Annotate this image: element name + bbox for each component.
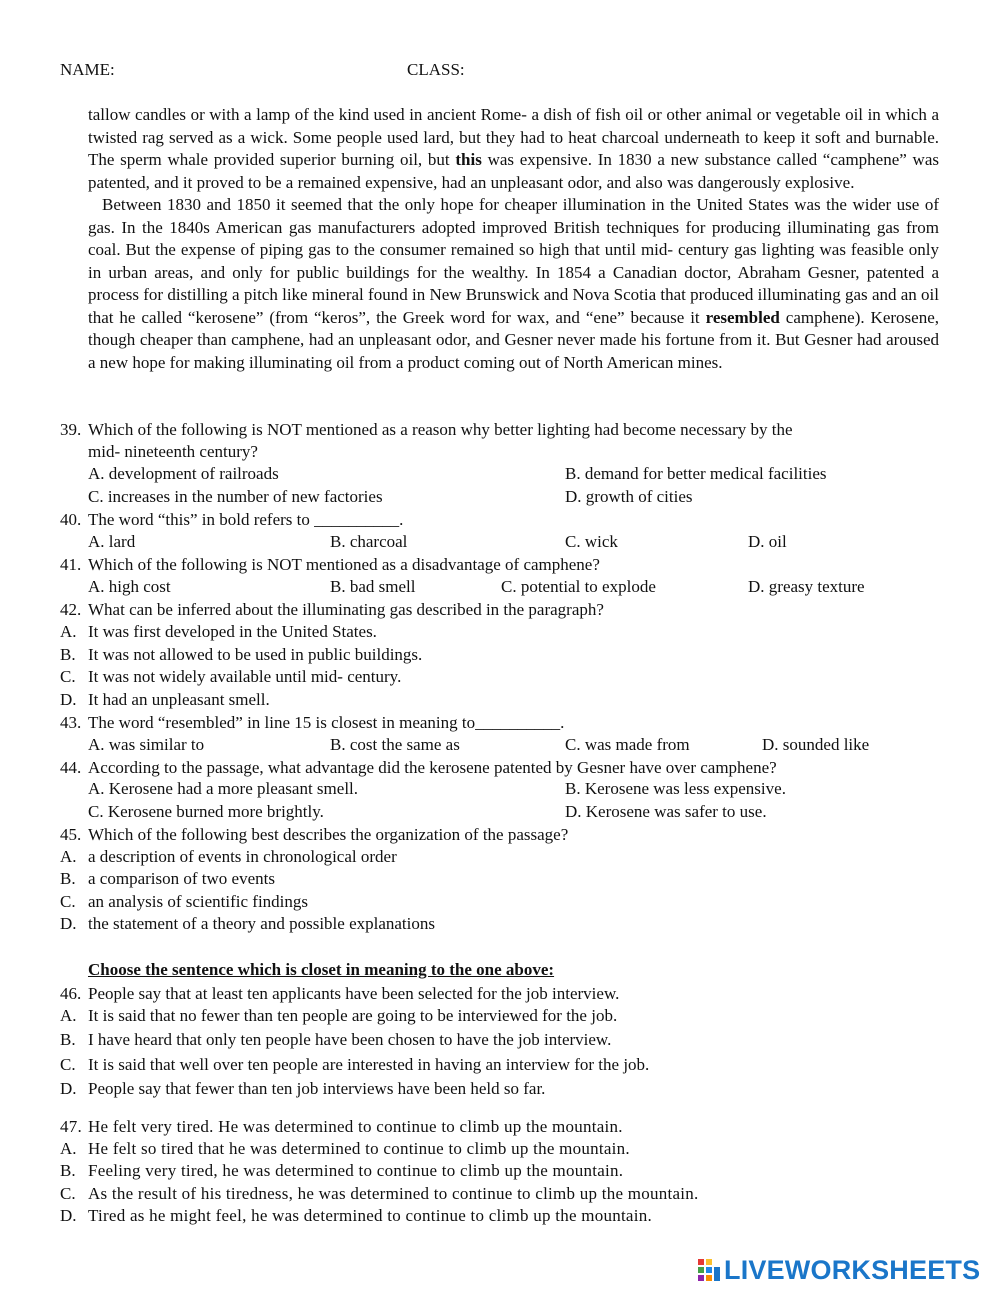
question-text: People say that at least ten applicants have been selected for the job interview.: [88, 984, 620, 1003]
option-a[interactable]: A. development of railroads: [88, 464, 279, 483]
passage-text: Between 1830 and 1850 it seemed that the only hope for cheaper illumination in the United States was the wider use of gas. In the 1840s American gas manufacturers adopted improved British techniques for producing illuminating gas from coal. But the expense of piping gas to the consumer remained so high that until mid- century gas lighting was feasible only in urban areas, and only for public buildings for the wealthy. In 1854 a Canadian doctor, Abraham Gesner, patented a process for distilling a pitch like mineral found in New Brunswick and Nova Scotia that produced illuminating gas and an oil that he called “kerosene” (from “keros”, the Greek word for wax, and “ene” because it: [88, 195, 939, 327]
section-heading: Choose the sentence which is closet in meaning to the one above:: [88, 960, 555, 979]
option-a[interactable]: A. high cost: [88, 577, 171, 596]
question-number: 41.: [60, 555, 82, 574]
class-label: CLASS:: [407, 60, 465, 79]
option-d[interactable]: People say that fewer than ten job interviews have been held so far.: [88, 1079, 546, 1098]
question-number: 44.: [60, 758, 82, 777]
option-b[interactable]: B. cost the same as: [330, 735, 460, 754]
option-b-letter: B.: [60, 1030, 76, 1049]
option-a[interactable]: It was first developed in the United States.: [88, 622, 377, 641]
passage-text: camphene). Kerosene, though cheaper than camphene, had an unpleasant odor, and Gesner never made his fortune from it. But Gesner had aroused a new hope for making illuminating oil from a product coming out of North American mines.: [88, 307, 939, 372]
option-c-letter: C.: [60, 1184, 76, 1203]
option-a[interactable]: a description of events in chronological order: [88, 847, 397, 866]
option-d[interactable]: the statement of a theory and possible explanations: [88, 914, 435, 933]
option-c[interactable]: C. Kerosene burned more brightly.: [88, 802, 324, 821]
question-text: Which of the following best describes the organization of the passage?: [88, 825, 569, 844]
option-a-letter: A.: [60, 1139, 77, 1158]
question-text: According to the passage, what advantage did the kerosene patented by Gesner have over camphene?: [88, 758, 777, 777]
passage-text: tallow candles or with a lamp of the kind used in ancient Rome- a dish of fish oil or other animal or vegetable oil in which a twisted rag served as a wick. Some people used lard, but they had to heat charcoal underneath to keep it soft and burnable. The sperm whale provided superior burning oil, but: [88, 105, 939, 169]
question-text: Which of the following is NOT mentioned as a reason why better lighting had become necessary by the: [88, 420, 793, 439]
option-c[interactable]: C. increases in the number of new factories: [88, 487, 383, 506]
name-label: NAME:: [60, 60, 115, 79]
option-b-letter: B.: [60, 1161, 76, 1180]
option-c[interactable]: As the result of his tiredness, he was determined to continue to climb up the mountain.: [88, 1184, 699, 1203]
passage-paragraph-2: [88, 194, 939, 374]
passage-text: was expensive. In 1830 a new substance called “camphene” was patented, and it proved to be a remained expensive, had an unpleasant odor, and also was dangerously explosive.: [88, 150, 939, 192]
liveworksheets-logo-icon: [698, 1259, 720, 1283]
option-b[interactable]: I have heard that only ten people have been chosen to have the job interview.: [88, 1030, 612, 1049]
bold-word-resembled: resembled: [705, 307, 780, 327]
option-d[interactable]: D. greasy texture: [748, 577, 865, 596]
question-text-continued: mid- nineteenth century?: [88, 442, 258, 461]
option-c[interactable]: C. wick: [565, 532, 618, 551]
question-text: Which of the following is NOT mentioned as a disadvantage of camphene?: [88, 555, 600, 574]
logo-text: LIVEWORKSHEETS: [724, 1255, 981, 1285]
option-d-letter: D.: [60, 1206, 77, 1225]
option-c-letter: C.: [60, 892, 76, 911]
question-number: 42.: [60, 600, 82, 619]
option-d[interactable]: It had an unpleasant smell.: [88, 690, 270, 709]
option-a[interactable]: A. was similar to: [88, 735, 205, 754]
option-b[interactable]: It was not allowed to be used in public buildings.: [88, 645, 423, 664]
option-c[interactable]: It is said that well over ten people are interested in having an interview for the job.: [88, 1055, 650, 1074]
question-number: 46.: [60, 984, 82, 1003]
option-a[interactable]: It is said that no fewer than ten people are going to be interviewed for the job.: [88, 1006, 618, 1025]
option-a-letter: A.: [60, 847, 77, 866]
option-d-letter: D.: [60, 1079, 77, 1098]
option-b[interactable]: a comparison of two events: [88, 869, 275, 888]
option-c[interactable]: It was not widely available until mid- century.: [88, 667, 402, 686]
question-number: 43.: [60, 713, 82, 732]
option-d-letter: D.: [60, 914, 77, 933]
option-c-letter: C.: [60, 667, 76, 686]
option-b[interactable]: B. charcoal: [330, 532, 408, 551]
option-b-letter: B.: [60, 645, 76, 664]
option-c[interactable]: C. potential to explode: [501, 577, 656, 596]
question-number: 39.: [60, 420, 82, 439]
question-text: The word “resembled” in line 15 is closest in meaning to__________.: [88, 713, 565, 732]
option-d[interactable]: D. sounded like: [762, 735, 870, 754]
bold-word-this: this: [455, 150, 482, 169]
passage-paragraph-1: [88, 104, 939, 194]
option-d[interactable]: D. growth of cities: [565, 487, 693, 506]
option-b[interactable]: Feeling very tired, he was determined to continue to climb up the mountain.: [88, 1161, 624, 1180]
question-number: 45.: [60, 825, 82, 844]
question-text: He felt very tired. He was determined to continue to climb up the mountain.: [88, 1117, 623, 1136]
question-text: What can be inferred about the illuminating gas described in the paragraph?: [88, 600, 604, 619]
option-a[interactable]: A. lard: [88, 532, 136, 551]
option-a[interactable]: A. Kerosene had a more pleasant smell.: [88, 779, 359, 798]
option-a[interactable]: He felt so tired that he was determined to continue to climb up the mountain.: [88, 1139, 630, 1158]
question-text: The word “this” in bold refers to __________.: [88, 510, 404, 529]
option-a-letter: A.: [60, 1006, 77, 1025]
option-d[interactable]: D. Kerosene was safer to use.: [565, 802, 767, 821]
option-b[interactable]: B. Kerosene was less expensive.: [565, 779, 786, 798]
option-b[interactable]: B. demand for better medical facilities: [565, 464, 827, 483]
option-c[interactable]: C. was made from: [565, 735, 690, 754]
option-c-letter: C.: [60, 1055, 76, 1074]
reading-passage: [88, 104, 939, 374]
option-a-letter: A.: [60, 622, 77, 641]
option-c[interactable]: an analysis of scientific findings: [88, 892, 309, 911]
option-d-letter: D.: [60, 690, 77, 709]
option-d[interactable]: D. oil: [748, 532, 787, 551]
option-d[interactable]: Tired as he might feel, he was determined to continue to climb up the mountain.: [88, 1206, 652, 1225]
question-number: 47.: [60, 1117, 82, 1136]
question-number: 40.: [60, 510, 82, 529]
option-b-letter: B.: [60, 869, 76, 888]
option-b[interactable]: B. bad smell: [330, 577, 416, 596]
